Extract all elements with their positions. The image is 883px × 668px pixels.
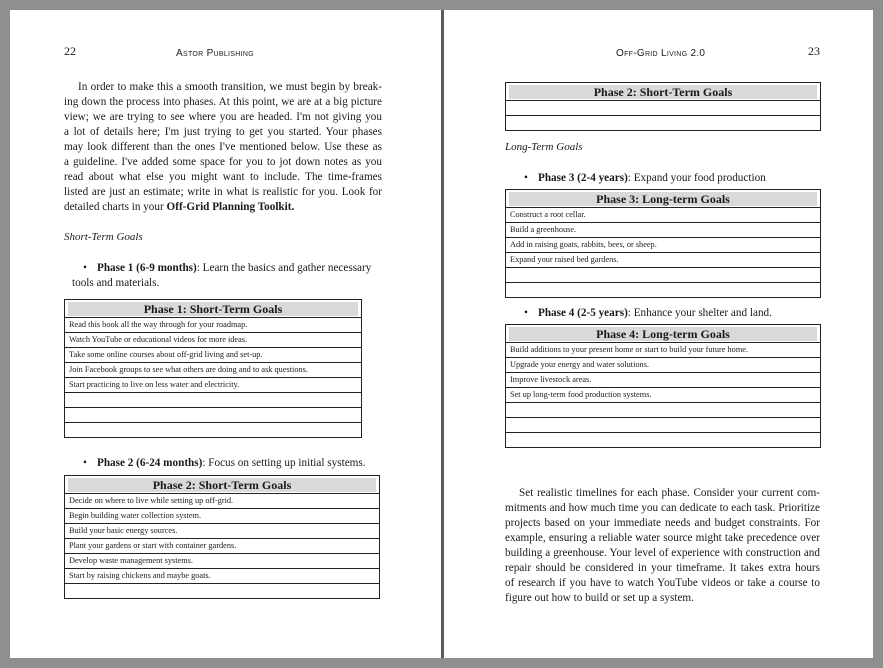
table-title: Phase 2: Short-Term Goals: [68, 478, 376, 492]
paragraph-line: read about what else you might want to include. The time-frames: [64, 171, 382, 183]
table-row-blank[interactable]: [65, 423, 362, 438]
section-label-long-term: Long-Term Goals: [505, 141, 583, 153]
page-number: 22: [64, 44, 76, 58]
page-number: 23: [808, 44, 820, 58]
table-title: Phase 3: Long-term Goals: [509, 192, 817, 206]
phase-label: Phase 3 (2-4 years): [538, 172, 628, 184]
table-row-blank[interactable]: [506, 433, 821, 448]
table-header: [506, 83, 821, 101]
paragraph-line: of research if you have to watch YouTube videos or take a course to: [505, 577, 820, 589]
table-row[interactable]: Decide on where to live while setting up off-grid.: [65, 494, 380, 509]
phase-text: : Enhance your shelter and land.: [627, 307, 772, 319]
table-row[interactable]: Join Facebook groups to see what others are doing and to ask questions.: [65, 363, 362, 378]
running-head: Astor Publishing: [176, 48, 254, 59]
table-title: Phase 1: Short-Term Goals: [68, 302, 358, 316]
table-row[interactable]: Set up long-term food production systems.: [506, 388, 821, 403]
phase2-bullet: [83, 456, 393, 471]
paragraph-line: detailed charts in your: [64, 201, 167, 213]
table-row[interactable]: Read this book all the way through for your roadmap.: [65, 318, 362, 333]
table-row[interactable]: Construct a root cellar.: [506, 208, 821, 223]
phase-text: : Focus on setting up initial systems.: [202, 457, 366, 469]
phase3-goals-table: [505, 189, 821, 298]
bullet-icon: •: [524, 172, 528, 184]
paragraph-line: figure out how to build or set up a system.: [505, 592, 694, 604]
table-row-blank[interactable]: [506, 101, 821, 116]
phase1-goals-table: [64, 299, 362, 438]
phase2-goals-table: [64, 475, 380, 599]
table-row-blank[interactable]: [506, 116, 821, 131]
left-page: [10, 10, 441, 658]
phase2-goals-table-continued: [505, 82, 821, 131]
table-row-blank[interactable]: [65, 393, 362, 408]
phase-text: tools and materials.: [72, 277, 160, 289]
table-row[interactable]: Upgrade your energy and water solutions.: [506, 358, 821, 373]
phase1-bullet: [72, 261, 383, 291]
table-row[interactable]: Develop waste management systems.: [65, 554, 380, 569]
table-header: [506, 190, 821, 208]
intro-paragraph: [64, 80, 382, 215]
paragraph-line: a lot of details here; I'm just trying to get you started. Your phases: [64, 126, 382, 138]
table-row[interactable]: Watch YouTube or educational videos for more ideas.: [65, 333, 362, 348]
table-header: [506, 325, 821, 343]
paragraph-line: mitments and how much time you can dedicate to each task. Prioritize: [505, 502, 820, 514]
phase-label: Phase 4 (2-5 years): [538, 307, 628, 319]
bullet-icon: •: [524, 307, 528, 319]
table-row[interactable]: Expand your raised bed gardens.: [506, 253, 821, 268]
paragraph-line: example, ensuring a reliable water source might take precedence over: [505, 532, 820, 544]
section-label-short-term: Short-Term Goals: [64, 231, 143, 243]
closing-paragraph: [505, 486, 820, 606]
table-row-blank[interactable]: [65, 408, 362, 423]
table-row[interactable]: Build additions to your present home or start to build your future home.: [506, 343, 821, 358]
table-row[interactable]: Plant your gardens or start with container gardens.: [65, 539, 380, 554]
table-row[interactable]: Build a greenhouse.: [506, 223, 821, 238]
paragraph-line: listed are just an estimate; write in what is realistic for you. Look for: [64, 186, 382, 198]
phase4-goals-table: [505, 324, 821, 448]
paragraph-line: a guideline. I've added some space for you to jot down notes as you: [64, 156, 382, 168]
bullet-icon: •: [83, 457, 87, 469]
paragraph-line: building a greenhouse. Your level of experience with construction and: [505, 547, 820, 559]
phase-label: Phase 1 (6-9 months): [97, 262, 197, 274]
bullet-icon: •: [83, 262, 87, 274]
table-row[interactable]: Take some online courses about off-grid living and set-up.: [65, 348, 362, 363]
paragraph-line: Set realistic timelines for each phase. Consider your current com-: [519, 487, 820, 499]
table-row[interactable]: Build your basic energy sources.: [65, 524, 380, 539]
toolkit-name: Off-Grid Planning Toolkit.: [166, 201, 295, 213]
table-row-blank[interactable]: [65, 584, 380, 599]
phase-text: : Learn the basics and gather necessary: [196, 262, 372, 274]
table-title: Phase 4: Long-term Goals: [509, 327, 817, 341]
right-page: [444, 10, 873, 658]
paragraph-line: view; we are trying to see where you are headed. I'm not giving you: [64, 111, 382, 123]
table-header: [65, 300, 362, 318]
paragraph-line: repair should be considered in your timeframe. It takes extra hours: [505, 562, 820, 574]
phase-text: : Expand your food production: [627, 172, 766, 184]
table-row[interactable]: Begin building water collection system.: [65, 509, 380, 524]
phase3-bullet: [524, 171, 824, 186]
table-title: Phase 2: Short-Term Goals: [509, 85, 817, 99]
table-row-blank[interactable]: [506, 418, 821, 433]
running-head: Off-Grid Living 2.0: [616, 48, 706, 59]
table-row[interactable]: Start by raising chickens and maybe goats.: [65, 569, 380, 584]
table-row-blank[interactable]: [506, 403, 821, 418]
paragraph-line: In order to make this a smooth transition, we must begin by break-: [78, 81, 382, 93]
table-row[interactable]: Add in raising goats, rabbits, bees, or sheep.: [506, 238, 821, 253]
paragraph-line: projects based on your immediate needs and budget constraints. For: [505, 517, 820, 529]
paragraph-line-last: [64, 200, 382, 215]
paragraph-line: ing down the process into phases. At this point, we are at a big picture: [64, 96, 382, 108]
table-row[interactable]: Start practicing to live on less water and electricity.: [65, 378, 362, 393]
paragraph-line: may look different than the ones I've mentioned below. Use these as: [64, 141, 382, 153]
phase4-bullet: [524, 306, 824, 321]
table-header: [65, 476, 380, 494]
table-row-blank[interactable]: [506, 283, 821, 298]
phase-label: Phase 2 (6-24 months): [97, 457, 203, 469]
table-row-blank[interactable]: [506, 268, 821, 283]
table-row[interactable]: Improve livestock areas.: [506, 373, 821, 388]
